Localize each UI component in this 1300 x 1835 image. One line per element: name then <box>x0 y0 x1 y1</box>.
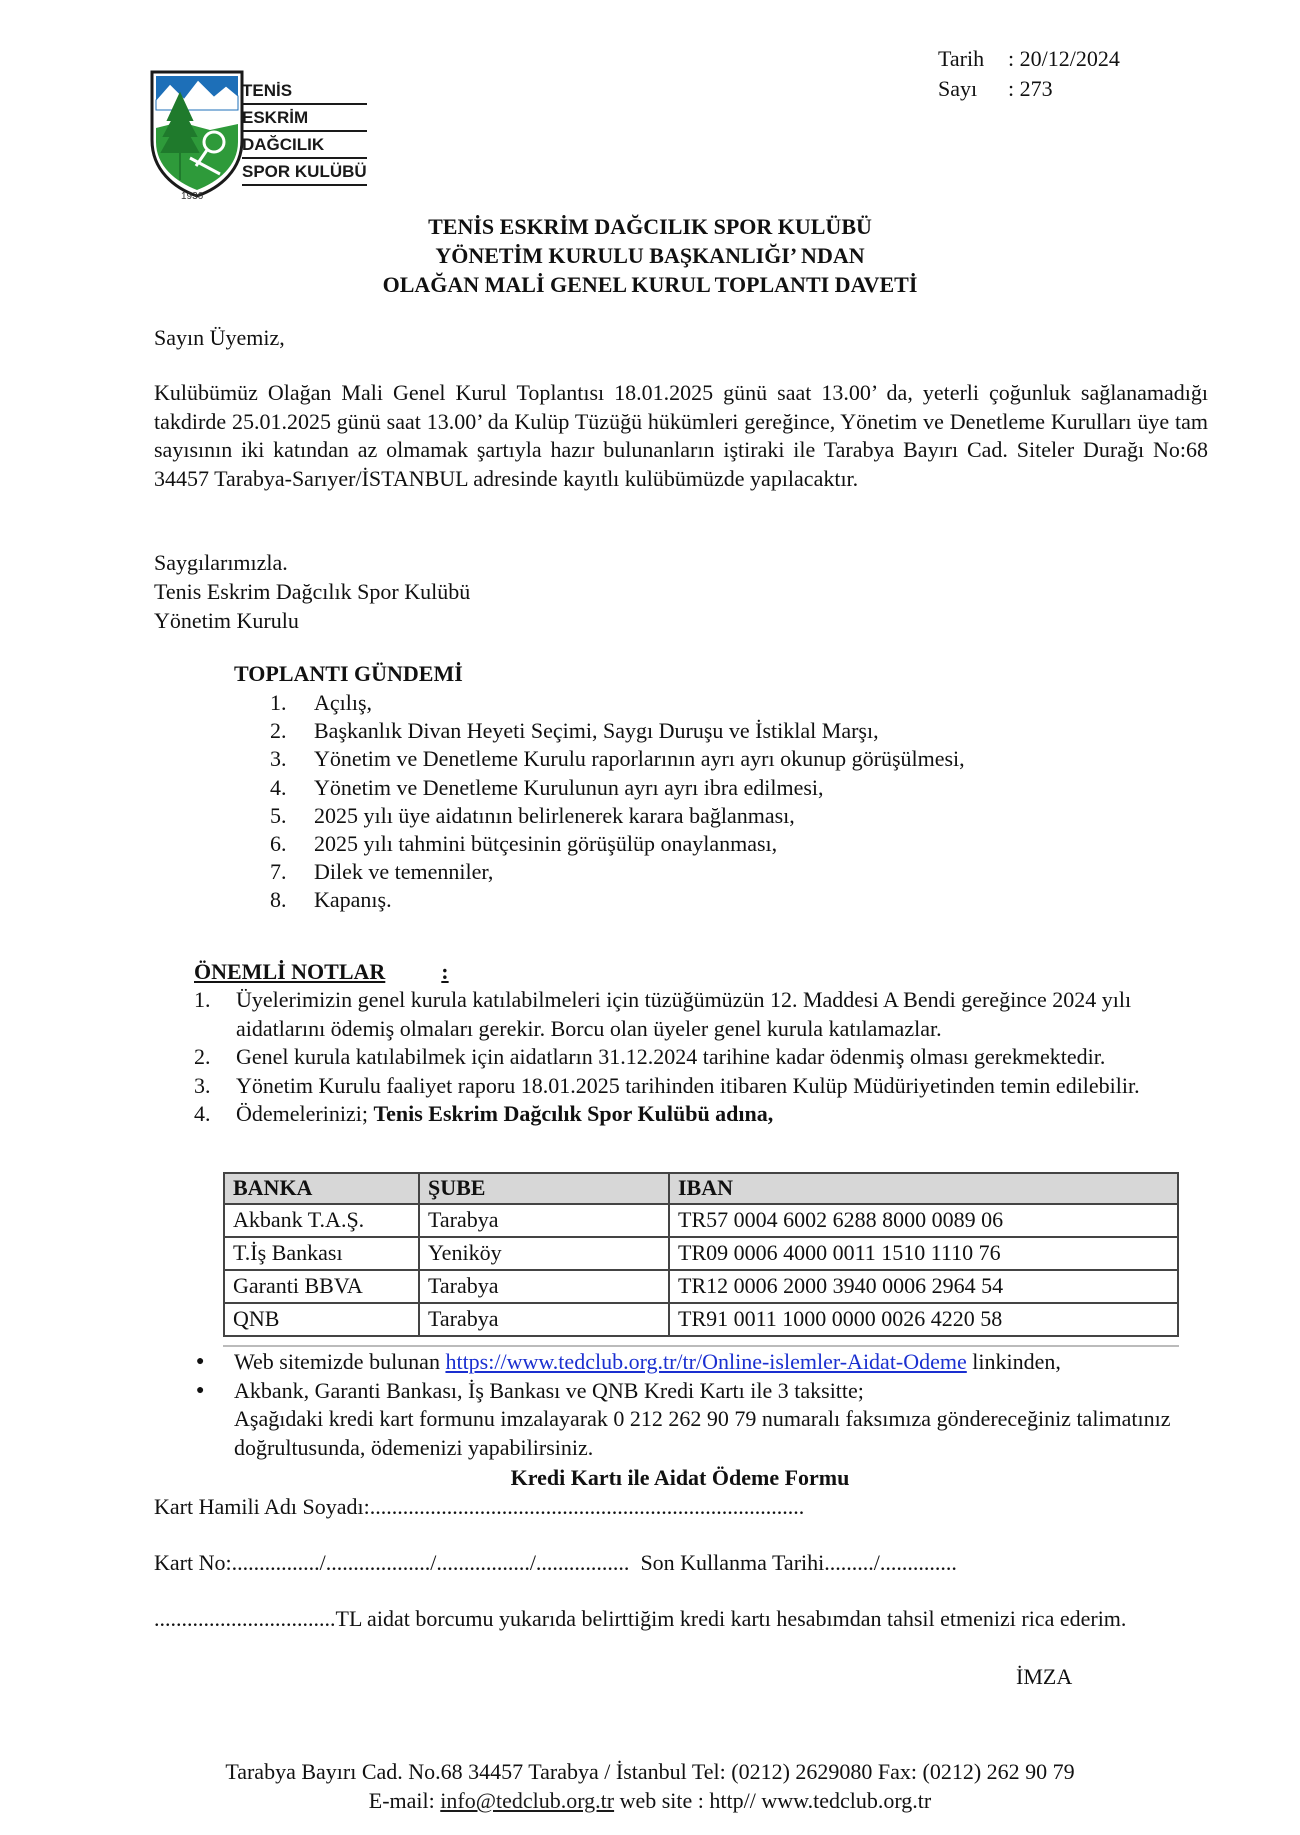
agenda-list <box>270 689 965 915</box>
note-text <box>236 1100 773 1129</box>
column-header-bank: BANKA <box>224 1173 419 1204</box>
agenda-item <box>270 774 965 802</box>
agenda-text: Yönetim ve Denetleme Kurulu raporlarının ayrı ayrı okunup görüşülmesi, <box>314 746 965 772</box>
payment-link[interactable]: https://www.tedclub.org.tr/tr/Online-islemler-Aidat-Odeme <box>445 1349 967 1374</box>
logo-wordmark <box>242 78 367 186</box>
intro-paragraph: Kulübümüz Olağan Mali Genel Kurul Toplantısı 18.01.2025 günü saat 13.00’ da, yeterli çoğunluk sağlanamadığı takdirde 25.01.2025 günü saat 13.00’ da Kulüp Tüzüğü hükümleri gereğince, Yönetim ve Denetleme Kurulları üye tam sayısının iki katından az olmamak şartıyla hazır bulunanların iştiraki ile Tarabya Bayırı Cad. Siteler Durağı No:68 34457 Tarabya-Sarıyer/İSTANBUL adresinde kayıtlı kulübümüzde yapılacaktır. <box>154 380 1208 491</box>
note-item <box>194 1043 1208 1072</box>
bank-cell: Garanti BBVA <box>224 1270 419 1303</box>
bullet-icon: ● <box>196 1354 205 1369</box>
table-header-row <box>224 1173 1178 1204</box>
agenda-text: Başkanlık Divan Heyeti Seçimi, Saygı Duruşu ve İstiklal Marşı, <box>314 718 879 744</box>
note-text-bold: Tenis Eskrim Dağcılık Spor Kulübü adına, <box>373 1101 774 1126</box>
bullet-icon: ● <box>196 1382 205 1398</box>
footer <box>0 1757 1300 1815</box>
agenda-title: TOPLANTI GÜNDEMİ <box>234 661 463 686</box>
note-number: 3. <box>194 1072 211 1098</box>
branch-cell: Tarabya <box>419 1303 669 1336</box>
agenda-item <box>270 830 965 858</box>
payment-option-web <box>196 1348 1206 1377</box>
web-option-before: Web sitemizde bulunan <box>234 1349 440 1374</box>
note-text: Genel kurula katılabilmek için aidatların 31.12.2024 tarihine kadar ödenmiş olması gerekmektedir. <box>236 1044 1106 1069</box>
form-title: Kredi Kartı ile Aidat Ödeme Formu <box>510 1465 850 1490</box>
agenda-text: 2025 yılı tahmini bütçesinin görüşülüp onaylanması, <box>314 831 778 857</box>
agenda-text: Yönetim ve Denetleme Kurulunun ayrı ayrı ibra edilmesi, <box>314 774 824 800</box>
agenda-text: 2025 yılı üye aidatının belirlenerek karara bağlanması, <box>314 802 795 828</box>
letter-title <box>0 212 1300 299</box>
note-item <box>194 986 1208 1043</box>
bank-cell: Akbank T.A.Ş. <box>224 1204 419 1237</box>
table-row <box>224 1270 1178 1303</box>
agenda-number: 5. <box>270 802 287 828</box>
salutation: Sayın Üyemiz, <box>154 325 285 350</box>
number-value: : 273 <box>1008 76 1053 101</box>
note-text: Üyelerimizin genel kurula katılabilmeleri için tüzüğümüzün 12. Maddesi A Bendi gereğince 2024 yılı aidatlarını ödemiş olmaları gerekir. Borcu olan üyeler genel kurula katılamazlar. <box>236 987 1132 1041</box>
iban-cell: TR57 0004 6002 6288 8000 0089 06 <box>669 1204 1178 1237</box>
column-header-branch: ŞUBE <box>419 1173 669 1204</box>
note-number: 2. <box>194 1044 211 1069</box>
title-line-2: YÖNETİM KURULU BAŞKANLIĞI’ NDAN <box>435 243 865 268</box>
agenda-number: 1. <box>270 690 287 715</box>
title-line-1: TENİS ESKRİM DAĞCILIK SPOR KULÜBÜ <box>428 214 872 239</box>
branch-cell: Tarabya <box>419 1270 669 1303</box>
logo-year: 1936 <box>181 191 204 202</box>
logo-line-2: ESKRİM <box>242 105 367 132</box>
agenda-item <box>270 802 965 830</box>
logo-line-4: SPOR KULÜBÜ <box>242 159 367 186</box>
signature-label: İMZA <box>1016 1664 1073 1689</box>
footer-contact <box>0 1786 1300 1815</box>
agenda-number: 6. <box>270 831 287 857</box>
closing-line-3: Yönetim Kurulu <box>154 608 299 633</box>
title-line-3: OLAĞAN MALİ GENEL KURUL TOPLANTI DAVETİ <box>382 272 918 297</box>
footer-address: Tarabya Bayırı Cad. No.68 34457 Tarabya / İstanbul Tel: (0212) 2629080 Fax: (0212) 262 90 79 <box>225 1759 1075 1784</box>
notes-title-colon: : <box>441 959 449 984</box>
branch-cell: Yeniköy <box>419 1237 669 1270</box>
table-row <box>224 1303 1178 1336</box>
bank-table <box>223 1172 1179 1337</box>
agenda-number: 4. <box>270 774 287 800</box>
payment-options-list <box>196 1348 1206 1462</box>
iban-cell: TR09 0006 4000 0011 1510 1110 76 <box>669 1237 1178 1270</box>
closing-block <box>154 548 470 635</box>
card-holder-field[interactable]: Kart Hamili Adı Soyadı:............................................................................... <box>154 1494 805 1519</box>
note-number: 1. <box>194 987 211 1012</box>
agenda-item <box>270 717 965 745</box>
notes-title <box>194 958 449 987</box>
agenda-number: 7. <box>270 859 287 885</box>
expiry-field[interactable]: Son Kullanma Tarihi........./.............. <box>640 1550 957 1575</box>
note-text: Yönetim Kurulu faaliyet raporu 18.01.2025 tarihinden itibaren Kulüp Müdüriyetinden temin edilebilir. <box>236 1072 1140 1098</box>
card-option-line-2: Aşağıdaki kredi kart formunu imzalayarak 0 212 262 90 79 numaralı faksımıza göndereceğiniz talimatınız doğrultusunda, ödemenizi yapabilirsiniz. <box>234 1406 1171 1460</box>
note-item <box>194 1100 1208 1129</box>
agenda-number: 3. <box>270 746 287 772</box>
logo-line-3: DAĞCILIK <box>242 132 367 159</box>
branch-cell: Tarabya <box>419 1204 669 1237</box>
email-link[interactable]: info@tedclub.org.tr <box>440 1788 615 1813</box>
closing-line-2: Tenis Eskrim Dağcılık Spor Kulübü <box>154 579 471 604</box>
payment-option-text <box>234 1377 1206 1463</box>
agenda-text: Dilek ve temenniler, <box>314 859 494 885</box>
notes-title-text: ÖNEMLİ NOTLAR <box>194 959 386 984</box>
payment-option-card <box>196 1377 1206 1463</box>
agenda-item <box>270 689 965 717</box>
date-block <box>938 44 1120 104</box>
card-option-line-1: Akbank, Garanti Bankası, İş Bankası ve QNB Kredi Kartı ile 3 taksitte; <box>234 1377 864 1403</box>
date-value: : 20/12/2024 <box>1008 46 1120 71</box>
web-option-after: linkinden, <box>972 1349 1061 1374</box>
agenda-text: Kapanış. <box>314 887 392 913</box>
note-item <box>194 1072 1208 1101</box>
agenda-number: 2. <box>270 718 287 744</box>
agenda-item <box>270 745 965 773</box>
debt-authorization: .................................TL aidat borcumu yukarıda belirttiğim kredi kartı hesabımdan tahsil etmenizi rica ederim. <box>154 1606 1127 1631</box>
payment-option-text <box>234 1348 1061 1377</box>
note-text-plain: Ödemelerinizi; <box>236 1101 368 1126</box>
card-number-line <box>154 1549 957 1578</box>
agenda-text: Açılış, <box>314 690 373 715</box>
logo-line-1: TENİS <box>242 78 367 105</box>
agenda-item <box>270 886 965 914</box>
agenda-item <box>270 858 965 886</box>
agenda-number: 8. <box>270 887 287 913</box>
email-label: E-mail: <box>368 1788 435 1813</box>
iban-cell: TR91 0011 1000 0000 0026 4220 58 <box>669 1303 1178 1336</box>
table-row <box>224 1237 1178 1270</box>
notes-list <box>194 986 1208 1129</box>
table-row <box>224 1204 1178 1237</box>
column-header-iban: IBAN <box>669 1173 1178 1204</box>
closing-line-1: Saygılarımızla. <box>154 550 288 575</box>
website-text: web site : http// www.tedclub.org.tr <box>619 1788 932 1813</box>
iban-cell: TR12 0006 2000 3940 0006 2964 54 <box>669 1270 1178 1303</box>
card-number-field[interactable]: Kart No:................/.................../................./................. <box>154 1550 630 1575</box>
date-label: Tarih <box>938 46 985 71</box>
bank-cell: QNB <box>224 1303 419 1336</box>
number-label: Sayı <box>938 76 978 101</box>
bank-cell: T.İş Bankası <box>224 1237 419 1270</box>
note-number: 4. <box>194 1101 211 1126</box>
table-divider <box>223 1345 1179 1347</box>
